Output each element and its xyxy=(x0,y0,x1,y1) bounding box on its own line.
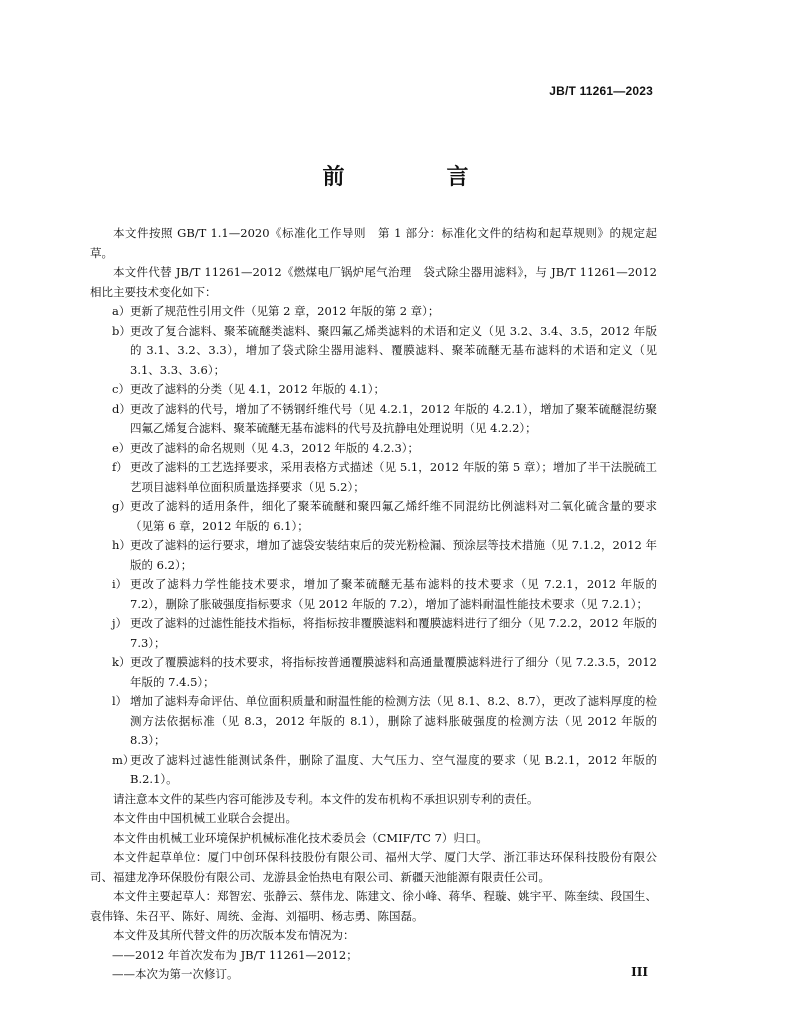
intro-paragraph: 本文件按照 GB/T 1.1—2020《标准化工作导则 第 1 部分：标准化文件的结构和起草规则》的规定起草。 xyxy=(90,226,657,260)
committee-paragraph: 本文件由机械工业环境保护机械标准化技术委员会（CMIF/TC 7）归口。 xyxy=(113,830,488,845)
list-item-marker: k） xyxy=(112,655,131,669)
list-item xyxy=(112,458,657,497)
list-item-text: 更改了滤料的过滤性能技术指标，将指标按非覆膜滤料和覆膜滤料进行了细分（见 7.2.2，2012 年版的 7.3）； xyxy=(130,616,657,650)
page-number: III xyxy=(631,965,648,979)
list-item-marker: l） xyxy=(112,694,128,708)
list-item xyxy=(112,400,657,439)
proposer-paragraph: 本文件由中国机械工业联合会提出。 xyxy=(113,811,297,825)
list-item-marker: b） xyxy=(112,323,131,338)
list-item-marker: i） xyxy=(112,577,128,591)
drafters-paragraph: 本文件主要起草人：郑智宏、张静云、蔡伟龙、陈建文、徐小峰、蒋华、程璇、姚宇平、陈奎续、段国生、袁伟锋、朱召平、陈好、周统、金海、刘福明、杨志勇、陈国磊。 xyxy=(90,889,657,923)
document-code: JB/T 11261—2023 xyxy=(549,84,653,98)
list-item xyxy=(112,653,657,692)
list-item xyxy=(112,439,657,459)
list-item-text: 更改了复合滤料、聚苯硫醚类滤料、聚四氟乙烯类滤料的术语和定义（见 3.2、3.4、3.5，2012 年版的 3.1、3.2、3.3），增加了袋式除尘器用滤料、覆膜滤料、聚苯硫醚无基布滤料的术语和定义（见 3.1、3.3、3.6）； xyxy=(130,323,657,377)
list-item-text: 更改了覆膜滤料的技术要求，将指标按普通覆膜滤料和高通量覆膜滤料进行了细分（见 7.2.3.5，2012 年版的 7.4.5）； xyxy=(130,655,657,689)
list-item xyxy=(112,302,657,322)
list-item-marker: f） xyxy=(112,460,128,474)
list-item-text: 更改了滤料的代号，增加了不锈钢纤维代号（见 4.2.1，2012 年版的 4.2.1），增加了聚苯硫醚混纺聚四氟乙烯复合滤料、聚苯硫醚无基布滤料的代号及抗静电处理说明（见 4.2.2）； xyxy=(130,401,657,435)
changes-list xyxy=(90,302,657,790)
list-item-marker: d） xyxy=(112,401,131,416)
list-item-text: 增加了滤料寿命评估、单位面积质量和耐温性能的检测方法（见 8.1、8.2、8.7），更改了滤料厚度的检测方法依据标准（见 8.3，2012 年版的 8.1），删除了滤料胀破强度的检测方法（见 2012 年版的 8.3）； xyxy=(130,694,657,747)
list-item xyxy=(112,614,657,653)
list-item-text: 更改了滤料的适用条件，细化了聚苯硫醚和聚四氟乙烯纤维不同混纺比例滤料对二氧化硫含量的要求（见第 6 章，2012 年版的 6.1）； xyxy=(130,499,657,533)
history-item: ——本次为第一次修订。 xyxy=(112,967,239,981)
list-item-text: 更改了滤料的工艺选择要求，采用表格方式描述（见 5.1，2012 年版的第 5 章）；增加了半干法脱硫工艺项目滤料单位面积质量选择要求（见 5.2）； xyxy=(130,460,657,494)
list-item-marker: g） xyxy=(112,499,131,513)
list-item-marker: h） xyxy=(112,538,131,552)
list-item-text: 更改了滤料力学性能技术要求，增加了聚苯硫醚无基布滤料的技术要求（见 7.2.1，2012 年版的 7.2），删除了胀破强度指标要求（见 2012 年版的 7.2），增加了滤料耐温性能技术要求（见 7.2.1）； xyxy=(130,577,657,611)
list-item xyxy=(112,575,657,614)
list-item-text: 更改了滤料的命名规则（见 4.3，2012 年版的 4.2.3）； xyxy=(130,440,420,455)
list-item-text: 更改了滤料过滤性能测试条件，删除了温度、大气压力、空气湿度的要求（见 B.2.1，2012 年版的 B.2.1）。 xyxy=(130,752,657,786)
history-intro-paragraph: 本文件及其所代替文件的历次版本发布情况为： xyxy=(113,928,355,942)
drafting-units-paragraph: 本文件起草单位：厦门中创环保科技股份有限公司、福州大学、厦门大学、浙江菲达环保科技股份有限公司、福建龙净环保股份有限公司、龙游县金怡热电有限公司、新疆天池能源有限责任公司。 xyxy=(90,850,657,884)
foreword-body xyxy=(90,224,657,985)
list-item-marker: e） xyxy=(112,440,131,455)
list-item-marker: a） xyxy=(112,304,131,318)
page-title: 前 言 xyxy=(322,165,509,190)
list-item xyxy=(112,497,657,536)
list-item-marker: c） xyxy=(112,382,130,396)
list-item xyxy=(112,536,657,575)
list-item-text: 更改了滤料的运行要求，增加了滤袋安装结束后的荧光粉检漏、预涂层等技术措施（见 7.1.2，2012 年版的 6.2）； xyxy=(130,538,657,572)
list-item-text: 更改了滤料的分类（见 4.1，2012 年版的 4.1）； xyxy=(130,382,386,396)
patent-notice: 请注意本文件的某些内容可能涉及专利。本文件的发布机构不承担识别专利的责任。 xyxy=(113,791,539,806)
list-item-marker: m） xyxy=(112,752,135,767)
list-item-text: 更新了规范性引用文件（见第 2 章，2012 年版的第 2 章）； xyxy=(130,304,440,318)
list-item-marker: j） xyxy=(112,616,128,630)
list-item xyxy=(112,751,657,790)
list-item xyxy=(112,380,657,400)
list-item xyxy=(112,322,657,381)
list-item xyxy=(112,692,657,751)
intro-paragraph: 本文件代替 JB/T 11261—2012《燃煤电厂锅炉尾气治理 袋式除尘器用滤料》，与 JB/T 11261—2012 相比主要技术变化如下： xyxy=(90,265,657,299)
history-item: ——2012 年首次发布为 JB/T 11261—2012； xyxy=(112,947,358,962)
